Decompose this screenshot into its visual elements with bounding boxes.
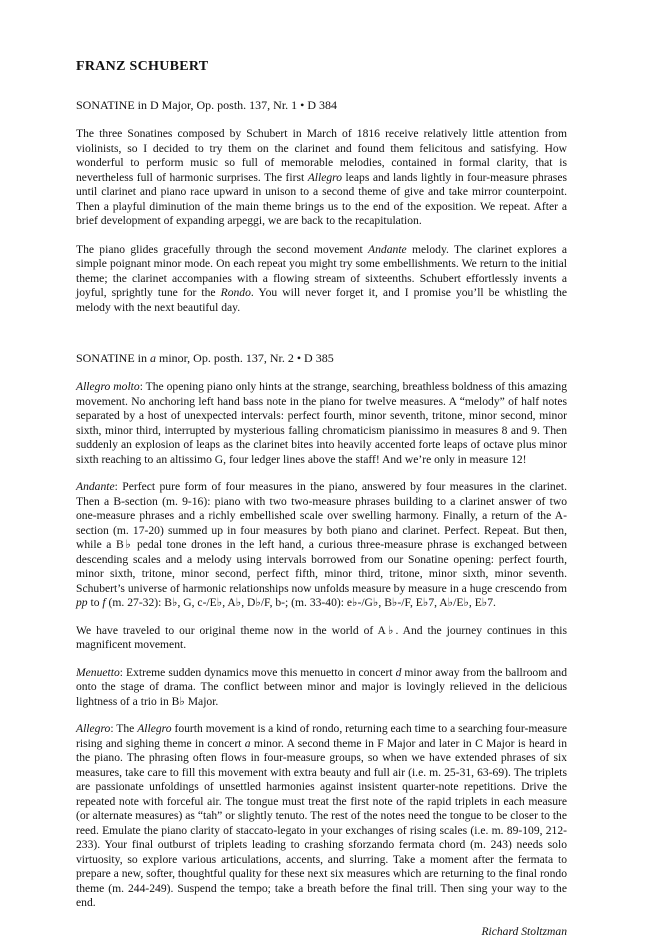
sonatine-1-title: SONATINE in D Major, Op. posth. 137, Nr. 1 • D 384 (76, 98, 338, 112)
author-signature: Richard Stoltzman (481, 924, 567, 938)
italic-term-allegro: Allegro (307, 170, 343, 184)
italic-term-menuetto: Menuetto (76, 665, 120, 679)
italic-term-allegro: Allegro (137, 722, 172, 735)
italic-term-andante: Andante (76, 480, 115, 493)
sonatine-2-allegro-paragraph (76, 722, 567, 911)
italic-term-allegro-molto: Allegro molto (76, 380, 140, 393)
sonatine-1-paragraph-2 (76, 243, 567, 316)
sonatine-2-title (76, 351, 567, 366)
text-run: fourth movement is a kind of rondo, returning each time to a searching four-measure rising and sighing theme in concert (76, 722, 568, 750)
text-run: to (87, 596, 103, 609)
text-run: The three Sonatines composed by Schubert in March of 1816 receive relatively little attention from violinists, so I decided to try them on the clarinet and found them felicitous and satisfying. How wonderful to perform music so full of memorable melodies, contained in formal clarity, that is nevertheless full of harmonic surprises. The first (76, 127, 567, 184)
document-page (76, 58, 567, 938)
text-run: : The (110, 722, 138, 735)
sonatine-2-transition-paragraph: We have traveled to our original theme now in the world of A♭. And the journey continues in this magnificent movement. (76, 623, 567, 651)
text-run: melody. The clarinet explores a simple poignant minor mode. On each repeat you might try some embellishments. We return to the initial theme; the clarinet accompanies with a flowing stream of sixteenths. Schubert effortlessly invents a joyful, sprightly tune for the (76, 242, 567, 299)
text-run: : Perfect pure form of four measures in the piano, answered by four measures in the clarinet. Then a B-section (m. 9-16): piano with two two-measure phrases building to a clarinet answer of two one-measure phrases and a richly embellished scale over swelling harmony. Finally, a return of the A-section (m. 17-20) summed up in four measures by both piano and clarinet. Perfect. Repeat. But then, while a B♭ pedal tone drones in the left hand, a curious three-measure phrase is exchanged between descending scales and a melody using intervals borrowed from our Sonatine opening: perfect fourth, minor sixth, tritone, minor second, perfect fifth, minor third, tritone, minor sixth, minor seventh. Schubert’s universe of harmonic relationships now unfolds measure by measure in a huge crescendo from (76, 480, 567, 595)
italic-term-andante: Andante (368, 242, 407, 256)
text-run: (m. 27-32): B♭, G, c-/E♭, A♭, D♭/F, b-; (m. 33-40): e♭-/G♭, B♭-/F, E♭7, A♭/E♭, E♭7. (105, 596, 496, 609)
italic-term-rondo: Rondo (220, 286, 251, 299)
italic-dynamic-pp: pp (76, 596, 88, 609)
text-run: minor. A second theme in F Major and later in C Major is heard in the piano. The phrasing often flows in four-measure groups, so when we have extended phrases of six measures, take care to fill this movement with extra beauty and full air (i.e. m. 25-31, 63-69). The triplets are passionate unfoldings of unsettled harmonies against insistent quarter-note repetitions. Drive the repeated note with forceful air. The tongue must treat the first note of the rapid triplets in each measure (or alternate measures) as “tah” or slightly tenuto. The rest of the notes need the tongue to be closer to the reed. Emulate the piano clarity of staccato-legato in your exchanges of rising scales (i.e. m. 89-109, 212-233). Your final outburst of triplets leading to crashing sforzando fermata chord (m. 243) needs solo virtuosity, so explore various articulations, accents, and slurring. Take a moment after the fermata to prepare a new, softer, thoughtful quality for these next six measures which are returning to the final rondo theme (m. 244-249). Suspend the tempo; take a breath before the final trill. Then sing your way to the end. (76, 736, 567, 909)
italic-key: a (150, 351, 156, 365)
italic-dynamic-f: f (102, 596, 106, 609)
text-run: : The opening piano only hints at the strange, searching, breathless boldness of this amazing movement. No anchoring left hand bass note in the piano for twelve measures. A “melody” of half notes separated by a host of unexpected intervals: perfect fourth, minor seventh, tritone, minor second, minor sixth, minor third, interrupted by mysterious falling chromaticism pianissimo in measures 8 and 9. Then suddenly an explosion of leaps as the clarinet bites into heavily accented forte leaps of octave plus minor sixth reaching to an altissimo G, four ledger lines above the staff! And we’re only in measure 12! (76, 380, 567, 466)
text-run: : Extreme sudden dynamics move this menuetto in concert (119, 665, 396, 679)
text-run: The piano glides gracefully through the second movement (76, 242, 369, 256)
sonatine-2-menuetto-paragraph (76, 666, 567, 710)
italic-term-allegro: Allegro (76, 722, 111, 735)
text-run: . You will never forget it, and I promise you’ll be whistling the melody with the next beautiful day. (76, 286, 568, 314)
text-run: SONATINE in (76, 351, 150, 365)
italic-key: a (244, 736, 251, 750)
italic-key: d (395, 665, 402, 679)
composer-heading: FRANZ SCHUBERT (76, 59, 209, 74)
text-run: leaps and lands lightly in four-measure phrases until clarinet and piano race upward in unison to a second theme of give and take mirror counterpoint. Then a playful diminution of the main theme brings us to the end of the exposition. We repeat. After a brief development of expanding arpeggi, we are back to the recapitulation. (76, 170, 567, 227)
sonatine-2-andante-paragraph (76, 480, 567, 611)
sonatine-1-paragraph-1 (76, 127, 567, 229)
text-run: minor away from the ballroom and onto the stage of drama. The conflict between minor and major is lovingly relieved in the delicious lightness of a trio in B♭ Major. (76, 665, 568, 708)
text-run: minor, Op. posth. 137, Nr. 2 • D 385 (156, 351, 334, 365)
sonatine-2-allegro-molto-paragraph (76, 380, 567, 467)
